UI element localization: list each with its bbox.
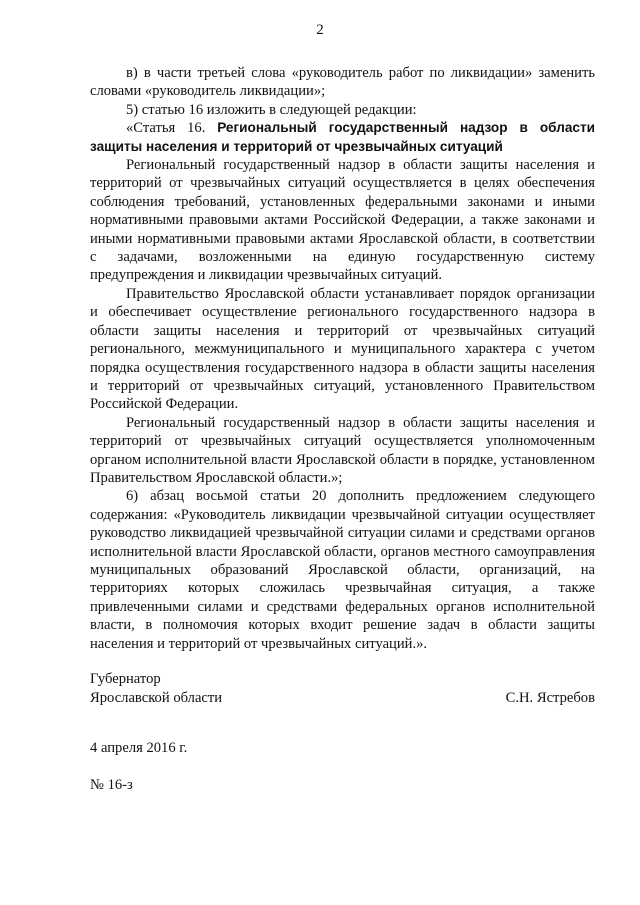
signatory-title-line1: Губернатор	[90, 671, 161, 687]
page-number: 2	[316, 22, 324, 38]
article-16-label: «Статья 16.	[126, 120, 218, 137]
document-date: 4 апреля 2016 г.	[90, 740, 188, 756]
paragraph-supervision-purpose: Региональный государственный надзор в области защиты населения и территорий от чрезвычайных ситуаций осуществляется в целях обеспечения соблюдения требований, установленных федеральными законами и иными нормативными правовыми актами Российской Федерации, а также законами и иными нормативными правовыми актами Ярославской области, в соответствии с задачами, возложенными на единую государственную систему предупреждения и ликвидации чрезвычайных ситуаций.	[90, 157, 595, 284]
paragraph-government-procedure: Правительство Ярославской области устанавливает порядок организации и обеспечивает осуществление регионального государственного надзора в области защиты населения и территорий от чрезвычайных ситуаций регионального, межмуниципального и муниципального характера с учетом порядка осуществления государственного надзора в области защиты населения и территорий от чрезвычайных ситуаций, установленного Правительством Российской Федерации.	[90, 285, 595, 413]
law-number: № 16-з	[90, 777, 133, 793]
article-16-heading	[90, 119, 595, 156]
paragraph-amendment-v: в) в части третьей слова «руководитель работ по ликвидации» заменить словами «руководитель ликвидации»;	[90, 65, 595, 100]
document-body	[90, 64, 595, 653]
paragraph-item-6: 6) абзац восьмой статьи 20 дополнить предложением следующего содержания: «Руководитель ликвидации чрезвычайной ситуации осуществляет руководство ликвидацией чрезвычайной ситуации силами и средствами органов исполнительной власти Ярославской области, органов местного самоуправления муниципальных образований Ярославской области, организаций, на территориях которых сложилась чрезвычайная ситуация, а также привлеченными силами и средствами федеральных органов исполнительной власти, в полномочия которых входит решение задач в области защиты населения и территорий от чрезвычайных ситуаций.».	[90, 488, 595, 652]
paragraph-authorized-body: Региональный государственный надзор в области защиты населения и территорий от чрезвычайных ситуаций осуществляется уполномоченным органом исполнительной власти Ярославской области в порядке, установленном Правительством Ярославской области.»;	[90, 414, 595, 486]
signature-block	[90, 670, 595, 708]
signatory-name: С.Н. Ястребов	[505, 690, 595, 706]
article-16-title: Региональный государственный надзор в области защиты населения и территорий от чрезвычайных ситуаций	[90, 120, 595, 154]
paragraph-item-5: 5) статью 16 изложить в следующей редакции:	[126, 101, 417, 118]
signatory-title-line2: Ярославской области	[90, 690, 223, 706]
